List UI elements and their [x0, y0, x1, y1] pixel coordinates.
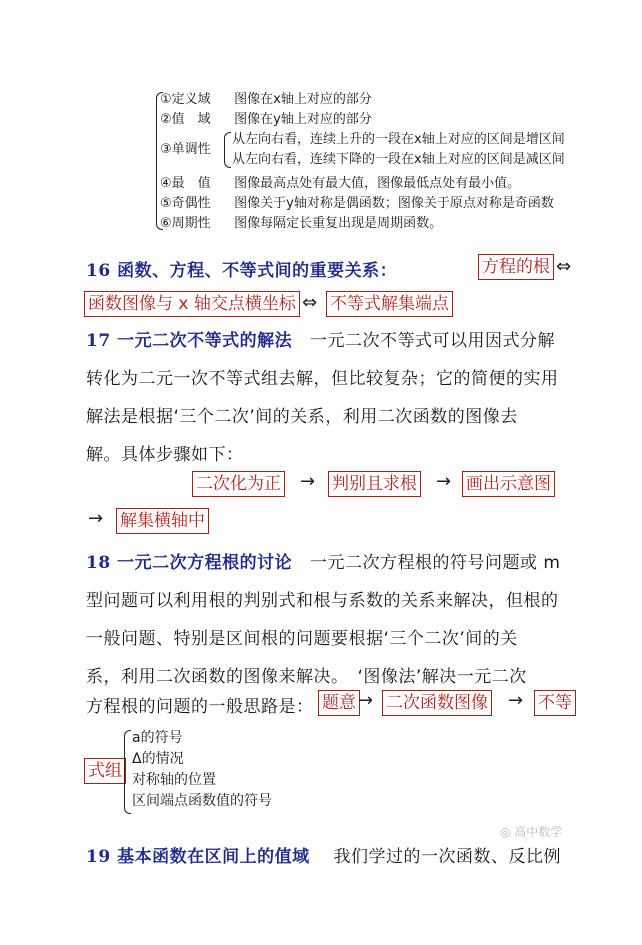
prop-desc: 图像关于y轴对称是偶函数；图像关于原点对称是奇函数	[234, 196, 554, 211]
step-box-sketch: 画出示意图	[462, 471, 555, 497]
step-box-discriminant: 判别且求根	[328, 471, 421, 497]
section16-heading: 16 函数、方程、不等式间的重要关系：	[86, 261, 398, 281]
iff-symbol: ⇔	[556, 256, 572, 277]
wechat-icon: ◎	[500, 825, 515, 839]
prop-row-domain	[160, 90, 372, 110]
watermark-text: 高中数学	[514, 825, 563, 839]
step-box-solution: 解集横轴中	[116, 508, 209, 534]
box-inequality-system-top: 不等	[534, 690, 576, 716]
prop-desc-increasing: 从左向右看，连续上升的一段在x轴上对应的区间是增区间	[232, 132, 565, 147]
box-inequality-system-bottom: 式组	[84, 758, 126, 784]
arrow-icon: →	[300, 471, 316, 492]
prop-name: ④最 值	[160, 176, 211, 191]
section19-heading: 19 基本函数在区间上的值域	[86, 847, 310, 867]
condition-axis: 对称轴的位置	[132, 772, 216, 788]
section19-intro: 我们学过的一次函数、反比例	[333, 847, 561, 867]
arrow-icon: →	[358, 690, 374, 711]
section18-intro: 一元二次方程根的符号问题或 m	[309, 553, 561, 573]
section18-heading: 18 一元二次方程根的讨论	[86, 553, 293, 573]
section19-line1	[86, 842, 561, 867]
prop-row-range	[160, 110, 372, 130]
condition-endpoints: 区间端点函数值的符号	[132, 793, 272, 809]
box-problem: 题意	[318, 690, 360, 716]
condition-sign: a的符号	[132, 730, 183, 746]
box-inequality-endpoints: 不等式解集端点	[326, 291, 453, 317]
prop-name: ⑥周期性	[160, 216, 211, 231]
prop-name: ①定义域	[160, 92, 211, 107]
section18-line5: 方程根的问题的一般思路是：	[86, 697, 314, 717]
section17-line4: 解。具体步骤如下：	[86, 445, 244, 465]
conditions-brace	[124, 730, 131, 814]
box-quadratic-graph: 二次函数图像	[382, 690, 492, 716]
section18-line4: 系，利用二次函数的图像来解决。 ‘图像法’解决一元二次	[86, 667, 527, 687]
prop-name: ③单调性	[160, 142, 211, 157]
section17-line1	[86, 326, 555, 351]
section18-line3: 一般问题、特别是区间根的问题要根据‘三个二次’间的关	[86, 629, 518, 649]
step-box-positive: 二次化为正	[192, 471, 285, 497]
prop-name: ②值 域	[160, 112, 211, 127]
section17-heading: 17 一元二次不等式的解法	[86, 331, 293, 351]
conditions-list	[132, 728, 272, 812]
prop-name: ⑤奇偶性	[160, 196, 211, 211]
prop-row-periodic	[160, 214, 442, 234]
prop-desc: 图像在y轴上对应的部分	[234, 112, 372, 127]
section17-intro: 一元二次不等式可以用因式分解	[309, 331, 555, 351]
prop-desc-decreasing: 从左向右看，连续下降的一段在x轴上对应的区间是减区间	[232, 152, 565, 167]
section18-line1	[86, 548, 560, 573]
section18-line2: 型问题可以利用根的判别式和根与系数的关系来解决，但根的	[86, 591, 559, 611]
prop-desc: 图像每隔定长重复出现是周期函数。	[234, 216, 443, 231]
prop-row-parity	[160, 194, 554, 214]
section17-line2: 转化为二元一次不等式组去解，但比较复杂；它的简便的实用	[86, 369, 559, 389]
iff-symbol: ⇔	[302, 292, 318, 313]
section17-line3: 解法是根据‘三个二次’间的关系，利用二次函数的图像去	[86, 407, 518, 427]
watermark	[500, 823, 562, 840]
arrow-icon: →	[436, 471, 452, 492]
arrow-icon: →	[508, 690, 524, 711]
prop-desc: 图像最高点处有最大值，图像最低点处有最小值。	[234, 176, 521, 191]
box-equation-roots: 方程的根	[478, 254, 554, 280]
inner-brace	[224, 132, 231, 168]
condition-discriminant: Δ的情况	[132, 751, 184, 767]
prop-row-extremum	[160, 174, 520, 194]
prop-row-monotonic	[160, 140, 224, 160]
prop-desc: 图像在x轴上对应的部分	[234, 92, 372, 107]
box-graph-intersection: 函数图像与 x 轴交点横坐标	[84, 291, 300, 317]
arrow-icon: →	[88, 508, 104, 529]
